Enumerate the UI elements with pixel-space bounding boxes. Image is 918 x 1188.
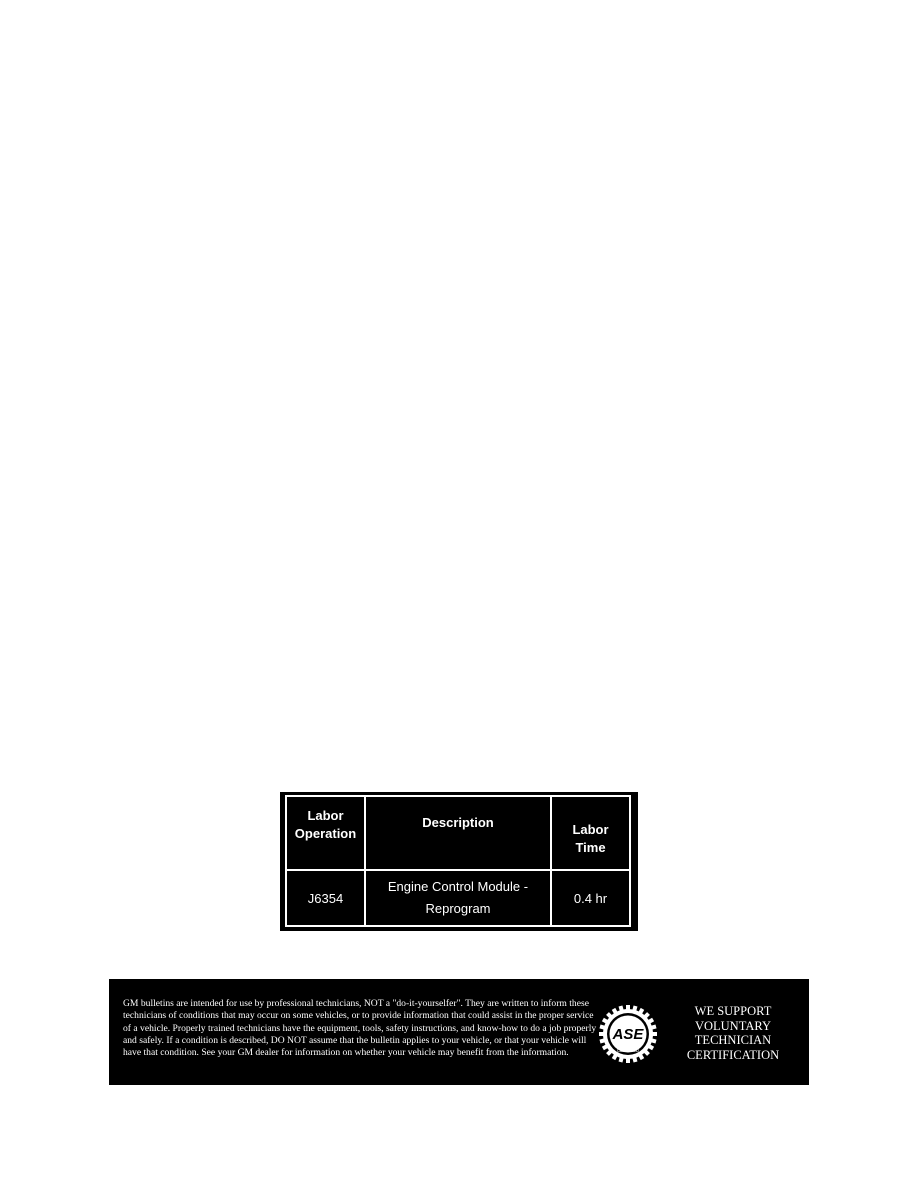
cert-line-3: TECHNICIAN [694, 1033, 772, 1047]
ase-seal-icon [597, 1003, 659, 1065]
header-labor-time [551, 796, 630, 870]
header-description [365, 796, 551, 870]
header-labor-operation [286, 796, 365, 870]
table-row [286, 870, 630, 926]
header-labor-time-line1: Labor [572, 822, 609, 837]
cell-operation: J6354 [286, 870, 365, 926]
header-description-label: Description [422, 814, 494, 830]
header-labor-operation-line2: Operation [294, 826, 357, 841]
cert-line-2: VOLUNTARY [694, 1018, 772, 1033]
cell-description-line2: Reprogram [425, 901, 491, 916]
gm-disclaimer-footer [109, 979, 809, 1085]
cert-line-4: CERTIFICATION [686, 1047, 780, 1062]
cell-description-line1: Engine Control Module - [387, 879, 529, 894]
ase-logo-text: ASE [612, 1026, 644, 1043]
header-labor-time-line2: Time [575, 840, 606, 855]
labor-table-grid [285, 795, 631, 927]
header-labor-operation-line1: Labor [307, 808, 344, 823]
labor-table [280, 792, 638, 931]
cell-time: 0.4 hr [551, 870, 630, 926]
disclaimer-text: GM bulletins are intended for use by professional technicians, NOT a "do-it-yourselfer". They are written to inform these technicians of conditions that may occur on some vehicles, or to provide information that could assist in the proper service of a vehicle. Properly trained technicians have the equipment, tools, safety instructions, and know-how to do a job properly and safely. If a condition is described, DO NOT assume that the bulletin applies to your vehicle, or that your vehicle will have that condition. See your GM dealer for information on whether your vehicle may benefit from the information. [123, 998, 597, 1059]
ase-logo-ring-text: CERTIFIED [616, 1048, 640, 1053]
cert-line-1: WE SUPPORT [694, 1004, 772, 1018]
cell-description [365, 870, 551, 926]
table-header-row [286, 796, 630, 870]
certification-statement [676, 1004, 790, 1062]
